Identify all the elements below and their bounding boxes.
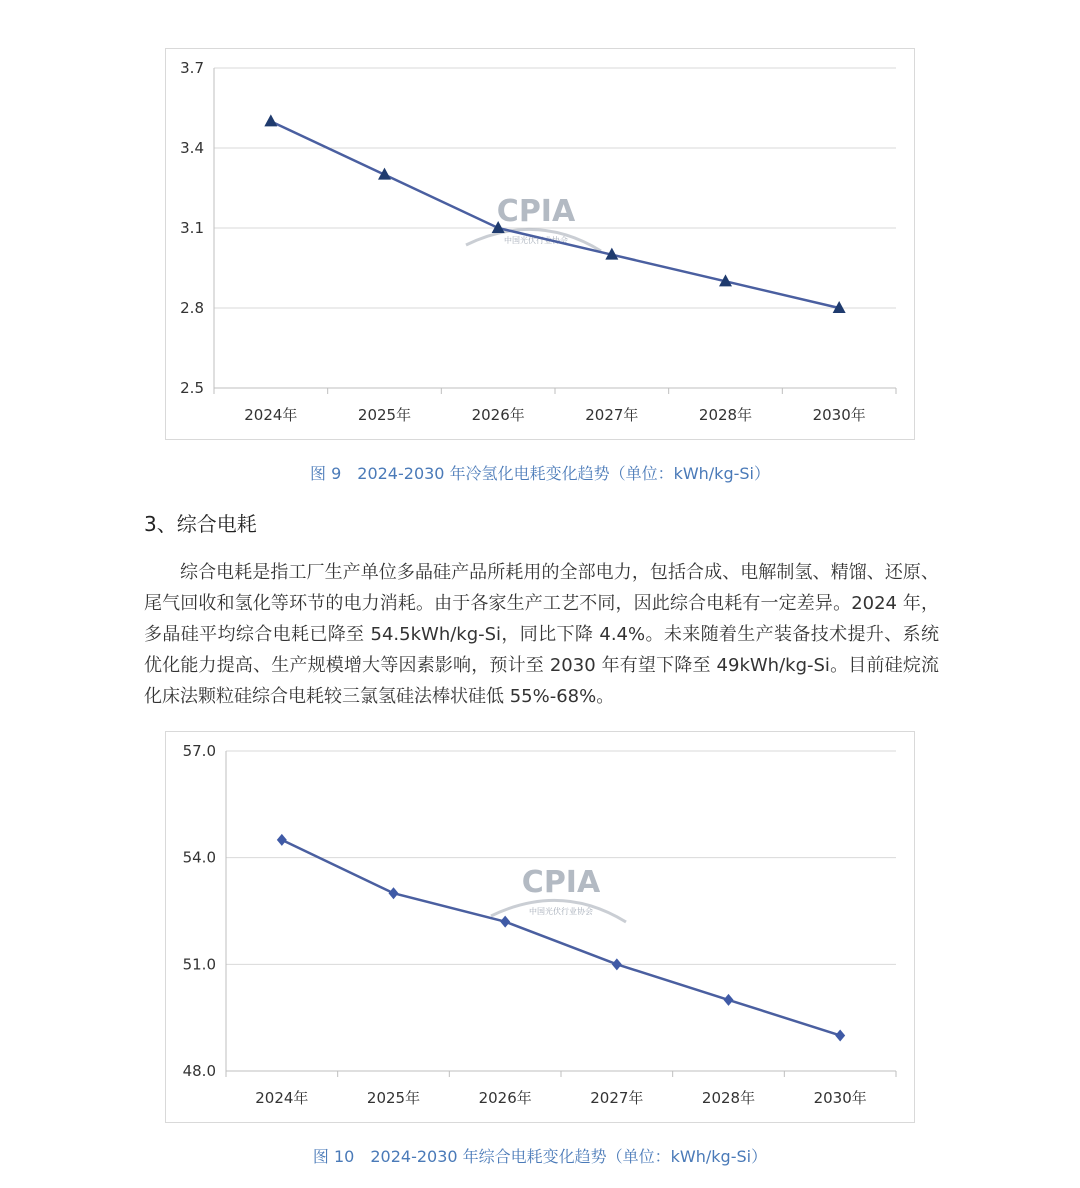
watermark-logo: CPIA	[496, 194, 576, 229]
y-tick-label: 57.0	[182, 742, 216, 760]
watermark-subtitle: 中国光伏行业协会	[504, 236, 568, 245]
x-tick-label: 2025年	[366, 1089, 421, 1107]
data-point	[389, 887, 399, 899]
x-tick-label: 2025年	[357, 406, 412, 424]
x-tick-label: 2027年	[590, 1089, 644, 1107]
y-tick-label: 51.0	[182, 955, 216, 974]
chart-svg	[166, 49, 916, 441]
cold-hydrogenation-chart	[165, 48, 915, 440]
y-tick-label: 54.0	[182, 848, 216, 867]
x-tick-label: 2027年	[585, 406, 639, 424]
y-tick-label: 2.5	[180, 379, 204, 397]
x-tick-label: 2026年	[471, 406, 525, 424]
y-tick-label: 3.7	[180, 59, 204, 77]
watermark-logo: CPIA	[521, 865, 601, 900]
x-tick-label: 2028年	[701, 1089, 756, 1107]
y-tick-label: 2.8	[180, 299, 204, 317]
data-point	[612, 958, 622, 970]
figure-10-caption: 图 10 2024-2030 年综合电耗变化趋势（单位：kWh/kg-Si）	[312, 1147, 768, 1166]
cpia-watermark	[491, 865, 626, 922]
data-point	[500, 916, 510, 928]
x-tick-label: 2030年	[813, 1089, 867, 1107]
watermark-subtitle: 中国光伏行业协会	[529, 907, 593, 916]
x-tick-label: 2030年	[812, 406, 866, 424]
data-point	[835, 1029, 845, 1041]
data-point	[277, 834, 287, 846]
data-point	[724, 994, 734, 1006]
y-tick-label: 3.4	[180, 139, 204, 157]
y-tick-label: 48.0	[182, 1062, 216, 1080]
x-tick-label: 2026年	[478, 1089, 532, 1107]
x-tick-label: 2024年	[255, 1089, 309, 1107]
x-tick-label: 2028年	[698, 406, 753, 424]
figure-9-caption: 图 9 2024-2030 年冷氢化电耗变化趋势（单位：kWh/kg-Si）	[310, 464, 770, 483]
chart-svg	[166, 732, 916, 1124]
overall-power-chart	[165, 731, 915, 1123]
section-heading: 3、综合电耗	[144, 512, 257, 536]
x-tick-label: 2024年	[244, 406, 298, 424]
data-point	[264, 114, 277, 126]
y-tick-label: 3.1	[180, 219, 204, 237]
section-paragraph: 综合电耗是指工厂生产单位多晶硅产品所耗用的全部电力，包括合成、电解制氢、精馏、还原、尾气回收和氢化等环节的电力消耗。由于各家生产工艺不同，因此综合电耗有一定差异。2024 年，多晶硅平均综合电耗已降至 54.5kWh/kg-Si，同比下降 4.4%。未来随着生产装备技术提升、系统优化能力提高、生产规模增大等因素影响，预计至 2030 年有望下降至 49kWh/kg-Si。目前硅烷流化床法颗粒硅综合电耗较三氯氢硅法棒状硅低 55%-68%。	[144, 562, 939, 707]
